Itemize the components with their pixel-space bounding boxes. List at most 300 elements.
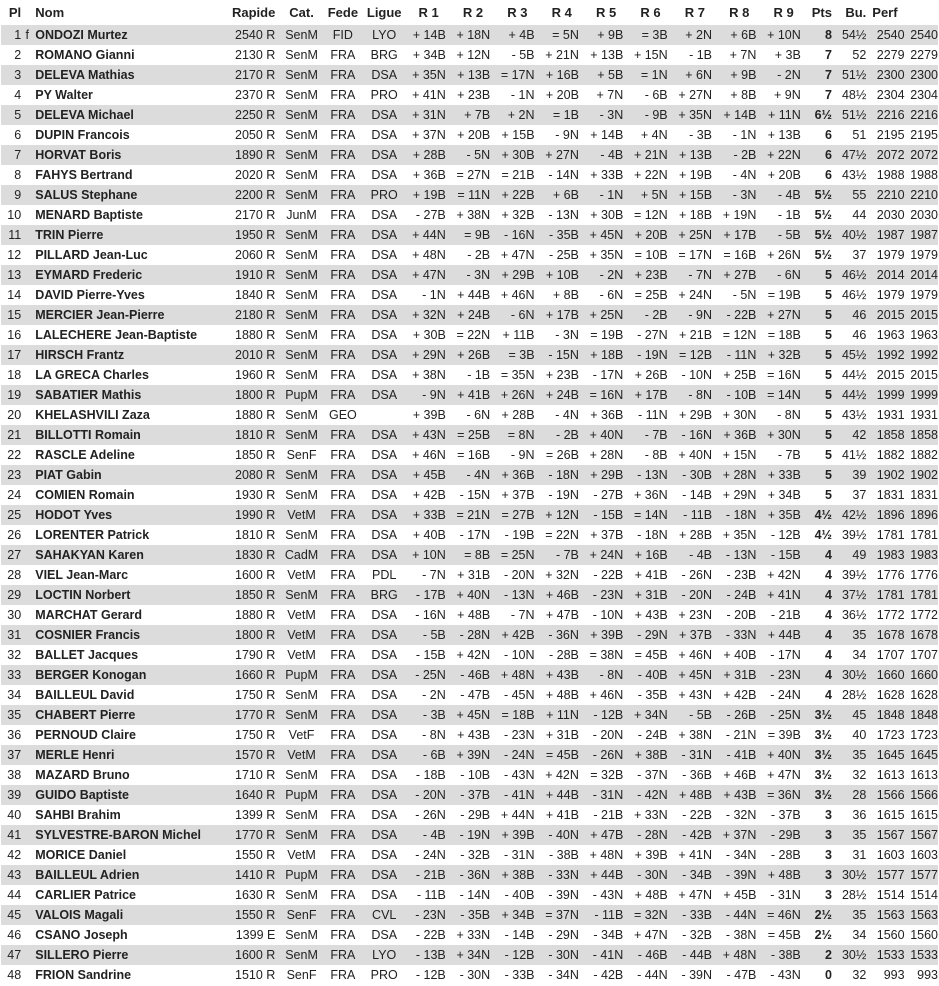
round-result-r2: + 44B xyxy=(457,288,491,302)
player-name: BAILLEUL Adrien xyxy=(31,865,223,885)
player-category: CadM xyxy=(279,545,323,565)
round-result-r1: + 36B xyxy=(412,168,446,182)
player-federation: FRA xyxy=(324,785,362,805)
table-row[interactable] xyxy=(1,705,938,725)
round-result-r6: - 7B xyxy=(628,425,672,445)
round-result-r1: + 34B xyxy=(412,48,446,62)
player-league: DSA xyxy=(362,65,406,85)
round-result-r8: - 41B xyxy=(717,745,761,765)
player-flag xyxy=(23,85,31,105)
table-row[interactable] xyxy=(1,505,938,525)
player-performance-2: 1882 xyxy=(910,448,938,462)
player-category: PupM xyxy=(279,665,323,685)
round-result-r3: + 42B xyxy=(495,625,539,645)
round-result-r3: + 37B xyxy=(501,488,535,502)
round-result-r1: + 32N xyxy=(406,305,450,325)
player-federation: FRA xyxy=(324,385,362,405)
player-rating: 2060 R xyxy=(235,248,276,262)
round-result-r7: - 44B xyxy=(673,945,717,965)
player-buchholz: 36½ xyxy=(841,608,867,622)
round-result-r1: - 1N xyxy=(422,288,446,302)
round-result-r8: - 21N xyxy=(725,728,757,742)
player-rating: 2250 R xyxy=(223,105,279,125)
player-federation: FRA xyxy=(330,208,356,222)
player-league: DSA xyxy=(371,168,398,182)
player-league: DSA xyxy=(371,848,398,862)
round-result-r9: = 19B xyxy=(767,288,801,302)
round-result-r8: - 24B xyxy=(717,585,761,605)
round-result-r3: - 12B xyxy=(495,945,539,965)
player-league: DSA xyxy=(362,305,406,325)
round-result-r2: - 6N xyxy=(466,408,491,422)
table-row[interactable] xyxy=(1,405,938,425)
player-federation: FID xyxy=(324,25,362,45)
player-performance-2: 1678 xyxy=(905,625,938,645)
round-result-r3: = 17N xyxy=(495,65,539,85)
round-result-r2: - 15N xyxy=(459,488,491,502)
table-row[interactable] xyxy=(1,965,938,985)
round-result-r4: + 47B xyxy=(545,608,579,622)
player-performance-2: 2540 xyxy=(905,25,938,45)
round-result-r6: = 3B xyxy=(628,25,672,45)
player-category: SenM xyxy=(279,145,323,165)
table-row[interactable] xyxy=(1,165,938,185)
player-performance-2: 2304 xyxy=(910,88,938,102)
player-performance-2: 1979 xyxy=(910,288,938,302)
round-result-r7: + 48B xyxy=(673,785,717,805)
player-category: SenM xyxy=(285,248,318,262)
round-result-r5: - 4B xyxy=(584,145,628,165)
player-buchholz: 31 xyxy=(852,848,867,862)
player-name: SILLERO Pierre xyxy=(31,945,223,965)
table-row[interactable] xyxy=(1,205,938,225)
player-performance-2: 1723 xyxy=(910,728,938,742)
round-result-r1: - 22B xyxy=(415,928,446,942)
table-row[interactable] xyxy=(1,185,938,205)
player-league: CVL xyxy=(362,905,406,925)
table-row[interactable] xyxy=(1,245,938,265)
header-r6[interactable]: R 6 xyxy=(640,5,661,20)
player-performance-2: 1567 xyxy=(905,825,938,845)
round-result-r5: - 23N xyxy=(584,585,628,605)
round-result-r2: - 4N xyxy=(451,465,495,485)
table-row[interactable] xyxy=(1,465,938,485)
round-result-r2: - 30N xyxy=(459,968,491,982)
round-result-r2: - 47B xyxy=(460,688,491,702)
table-row[interactable] xyxy=(1,425,938,445)
player-points: 2 xyxy=(806,945,832,965)
player-performance-2: 1613 xyxy=(910,768,938,782)
player-performance-2: 993 xyxy=(917,968,938,982)
round-result-r3: + 32B xyxy=(501,208,535,222)
round-result-r2: + 41B xyxy=(451,385,495,405)
round-result-r4: + 41B xyxy=(545,808,579,822)
player-rank: 7 xyxy=(1,145,23,165)
player-league: DSA xyxy=(362,745,406,765)
round-result-r4: - 7B xyxy=(540,545,584,565)
player-buchholz: 28 xyxy=(832,785,866,805)
round-result-r6: + 48B xyxy=(634,888,668,902)
player-performance: 1772 xyxy=(876,608,905,622)
player-performance: 1781 xyxy=(876,528,905,542)
player-category: SenM xyxy=(285,688,318,702)
player-name: GUIDO Baptiste xyxy=(31,785,223,805)
round-result-r7: - 14B xyxy=(682,488,713,502)
player-buchholz: 32 xyxy=(852,968,867,982)
round-result-r1: + 19B xyxy=(406,185,450,205)
player-federation: FRA xyxy=(324,305,362,325)
header-perf[interactable]: Perf xyxy=(872,5,898,20)
player-league: DSA xyxy=(362,625,406,645)
header-r3[interactable]: R 3 xyxy=(507,5,528,20)
round-result-r1: - 7N xyxy=(422,568,446,582)
player-federation: FRA xyxy=(324,945,362,965)
round-result-r4: - 36N xyxy=(540,625,584,645)
round-result-r7: + 38N xyxy=(678,728,713,742)
round-result-r8: + 25B xyxy=(723,368,757,382)
player-flag xyxy=(23,545,31,565)
player-buchholz: 44½ xyxy=(841,368,867,382)
player-rating: 1770 R xyxy=(223,705,279,725)
round-result-r5: + 36B xyxy=(590,408,624,422)
table-row[interactable] xyxy=(1,625,938,645)
round-result-r4: - 15N xyxy=(540,345,584,365)
player-federation: FRA xyxy=(324,105,362,125)
table-row[interactable] xyxy=(1,825,938,845)
round-result-r7: + 25N xyxy=(673,225,717,245)
player-name: KHELASHVILI Zaza xyxy=(35,408,150,422)
player-category: SenM xyxy=(279,25,323,45)
header-r2[interactable]: R 2 xyxy=(462,5,484,20)
player-rating: 1600 R xyxy=(235,568,276,582)
player-rank: 27 xyxy=(1,545,23,565)
table-row[interactable] xyxy=(1,125,938,145)
round-result-r9: = 18B xyxy=(767,328,801,342)
table-row[interactable] xyxy=(1,885,938,905)
header-pl[interactable]: Pl xyxy=(8,5,22,20)
player-flag: f xyxy=(23,25,31,45)
player-category: SenM xyxy=(285,48,318,62)
round-result-r5: + 24N xyxy=(584,545,628,565)
player-performance-2: 2014 xyxy=(905,265,938,285)
table-row[interactable] xyxy=(1,365,938,385)
round-result-r2: - 36N xyxy=(451,865,495,885)
header-r9[interactable]: R 9 xyxy=(773,5,794,20)
round-result-r5: + 14B xyxy=(590,128,624,142)
table-row[interactable] xyxy=(1,865,938,885)
player-points: 4½ xyxy=(806,505,832,525)
player-performance-2: 2195 xyxy=(910,128,938,142)
round-result-r3: - 23N xyxy=(503,728,535,742)
table-row[interactable] xyxy=(1,605,938,625)
player-league: PDL xyxy=(372,568,397,582)
header-r1[interactable]: R 1 xyxy=(418,5,439,20)
round-result-r9: = 45B xyxy=(767,928,801,942)
round-result-r3: + 28B xyxy=(501,408,535,422)
player-buchholz: 42½ xyxy=(832,505,866,525)
header-r4[interactable]: R 4 xyxy=(551,5,572,20)
player-flag xyxy=(23,505,31,525)
round-result-r4: - 34N xyxy=(548,968,579,982)
round-result-r3: - 14B xyxy=(504,928,535,942)
round-result-r4: - 38B xyxy=(549,848,579,862)
table-row[interactable] xyxy=(1,265,938,285)
table-row[interactable] xyxy=(1,725,938,745)
round-result-r8: = 16B xyxy=(723,248,757,262)
round-result-r8: - 23B xyxy=(726,568,757,582)
table-row[interactable] xyxy=(1,45,938,65)
round-result-r7: + 21B xyxy=(679,328,713,342)
player-points: 5 xyxy=(806,305,832,325)
round-result-r8: - 34N xyxy=(725,848,757,862)
player-rank: 46 xyxy=(7,928,22,942)
round-result-r6: - 18N xyxy=(637,528,668,542)
player-rating: 2050 R xyxy=(235,128,276,142)
player-rank: 1 xyxy=(1,25,23,45)
table-row[interactable] xyxy=(1,225,938,245)
player-category: VetM xyxy=(287,848,316,862)
round-result-r9: + 3B xyxy=(774,48,801,62)
header-bu[interactable]: Bu. xyxy=(845,5,867,20)
player-performance: 1560 xyxy=(876,928,905,942)
player-federation: FRA xyxy=(330,568,356,582)
player-buchholz: 37 xyxy=(852,248,867,262)
round-result-r2: + 39N xyxy=(451,745,495,765)
round-result-r1: + 29N xyxy=(406,345,450,365)
table-row[interactable] xyxy=(1,145,938,165)
player-federation: FRA xyxy=(330,88,356,102)
round-result-r7: + 43N xyxy=(678,688,713,702)
table-row[interactable] xyxy=(1,645,938,665)
player-points: 5 xyxy=(806,465,832,485)
round-result-r4: - 30N xyxy=(540,945,584,965)
round-result-r8: - 4N xyxy=(732,168,757,182)
table-row[interactable] xyxy=(1,385,938,405)
player-buchholz: 42 xyxy=(832,425,866,445)
round-result-r1: + 46N xyxy=(412,448,446,462)
header-r7[interactable]: R 7 xyxy=(684,5,705,20)
table-row[interactable] xyxy=(1,765,938,785)
table-row[interactable] xyxy=(1,685,938,705)
round-result-r1: - 5B xyxy=(406,625,450,645)
player-performance: 1882 xyxy=(876,448,905,462)
round-result-r6: = 25B xyxy=(634,288,668,302)
round-result-r9: - 15B xyxy=(761,545,805,565)
table-row[interactable] xyxy=(1,325,938,345)
player-category: SenM xyxy=(285,888,318,902)
player-league: DSA xyxy=(371,328,398,342)
table-row[interactable] xyxy=(1,665,938,685)
table-row[interactable] xyxy=(1,65,938,85)
round-result-r7: - 32B xyxy=(682,928,713,942)
player-name: PIAT Gabin xyxy=(31,465,223,485)
round-result-r3: + 36B xyxy=(495,465,539,485)
table-row[interactable] xyxy=(1,565,938,585)
round-result-r9: = 36N xyxy=(761,785,805,805)
table-row[interactable] xyxy=(1,445,938,465)
round-result-r8: + 27B xyxy=(717,265,761,285)
round-result-r5: - 8N xyxy=(584,665,628,685)
player-points: 5 xyxy=(825,328,832,342)
table-row[interactable] xyxy=(1,105,938,125)
header-pts[interactable]: Pts xyxy=(811,5,832,20)
player-flag xyxy=(23,725,31,745)
player-points: 5½ xyxy=(814,208,832,222)
player-buchholz: 40 xyxy=(852,728,867,742)
round-result-r9: = 14N xyxy=(761,385,805,405)
round-result-r7: + 19B xyxy=(679,168,713,182)
table-row[interactable] xyxy=(1,305,938,325)
round-result-r4: + 24B xyxy=(540,385,584,405)
player-rating: 1630 R xyxy=(235,888,276,902)
round-result-r6: + 33N xyxy=(633,808,668,822)
table-row[interactable] xyxy=(1,525,938,545)
round-result-r1: + 28B xyxy=(406,145,450,165)
round-result-r5: + 29B xyxy=(584,465,628,485)
round-result-r8: + 8B xyxy=(730,88,757,102)
player-flag xyxy=(23,225,31,245)
player-name: COSNIER Francis xyxy=(31,625,223,645)
table-row[interactable] xyxy=(1,805,938,825)
table-row[interactable] xyxy=(1,25,938,45)
player-league: DSA xyxy=(362,425,406,445)
player-rating: 1840 R xyxy=(235,288,276,302)
round-result-r6: - 30N xyxy=(628,865,672,885)
player-performance-2: 1963 xyxy=(910,328,938,342)
round-result-r5: - 20N xyxy=(592,728,624,742)
round-result-r8: + 14B xyxy=(717,105,761,125)
player-performance-2: 1931 xyxy=(910,408,938,422)
table-row[interactable] xyxy=(1,545,938,565)
header-nom[interactable]: Nom xyxy=(35,5,65,20)
player-performance: 1613 xyxy=(876,768,905,782)
header-fede[interactable]: Fede xyxy=(327,5,359,20)
table-row[interactable] xyxy=(1,285,938,305)
player-league: DSA xyxy=(371,728,398,742)
round-result-r2: - 17N xyxy=(459,528,491,542)
player-rank: 20 xyxy=(7,408,22,422)
round-result-r8: - 44N xyxy=(717,905,761,925)
round-result-r8: - 38N xyxy=(725,928,757,942)
round-result-r4: - 39N xyxy=(548,888,579,902)
player-points: 4 xyxy=(825,688,832,702)
table-row[interactable] xyxy=(1,945,938,965)
player-name: DELEVA Mathias xyxy=(31,65,223,85)
table-row[interactable] xyxy=(1,785,938,805)
round-result-r4: + 42N xyxy=(545,768,579,782)
round-result-r5: - 6N xyxy=(599,288,624,302)
round-result-r3: = 25N xyxy=(495,545,539,565)
round-result-r3: - 41N xyxy=(495,785,539,805)
player-league: DSA xyxy=(371,528,398,542)
player-flag xyxy=(23,905,31,925)
round-result-r9: - 38B xyxy=(761,945,805,965)
round-result-r7: + 2N xyxy=(673,25,717,45)
round-result-r2: = 8B xyxy=(451,545,495,565)
player-points: 3 xyxy=(825,808,832,822)
round-result-r4: - 14N xyxy=(548,168,579,182)
table-row[interactable] xyxy=(1,485,938,505)
table-row[interactable] xyxy=(1,925,938,945)
table-row[interactable] xyxy=(1,905,938,925)
player-league: DSA xyxy=(371,808,398,822)
player-name: PERNOUD Claire xyxy=(35,728,136,742)
round-result-r6: - 40B xyxy=(628,665,672,685)
round-result-r9: + 47N xyxy=(767,768,801,782)
player-league: DSA xyxy=(362,665,406,685)
player-flag xyxy=(23,565,31,585)
round-result-r6: + 16B xyxy=(628,545,672,565)
round-result-r8: - 33N xyxy=(717,625,761,645)
round-result-r4: - 28B xyxy=(549,648,579,662)
player-rank: 32 xyxy=(7,648,22,662)
player-buchholz: 45 xyxy=(832,705,866,725)
round-result-r4: + 11N xyxy=(540,705,584,725)
round-result-r8: + 43B xyxy=(717,785,761,805)
round-result-r6: + 31B xyxy=(628,585,672,605)
table-row[interactable] xyxy=(1,85,938,105)
player-federation: FRA xyxy=(330,288,356,302)
player-flag xyxy=(23,185,31,205)
table-row[interactable] xyxy=(1,585,938,605)
round-result-r6: - 13N xyxy=(628,465,672,485)
header-rapide[interactable]: Rapide xyxy=(232,5,276,20)
round-result-r7: - 34B xyxy=(673,865,717,885)
round-result-r7: - 7N xyxy=(673,265,717,285)
header-cat[interactable]: Cat. xyxy=(289,5,314,20)
player-performance-2: 1577 xyxy=(905,865,938,885)
header-ligue[interactable]: Ligue xyxy=(366,5,402,20)
player-category: JunM xyxy=(286,208,317,222)
player-federation: FRA xyxy=(330,728,356,742)
player-points: 3½ xyxy=(806,705,832,725)
round-result-r9: - 4B xyxy=(761,185,805,205)
player-points: 3 xyxy=(806,865,832,885)
player-performance: 2030 xyxy=(876,208,905,222)
table-row[interactable] xyxy=(1,845,938,865)
player-performance: 2279 xyxy=(876,48,905,62)
player-performance-2: 1983 xyxy=(905,545,938,565)
player-points: 5½ xyxy=(806,225,832,245)
player-category: SenF xyxy=(279,905,323,925)
player-name: MERCIER Jean-Pierre xyxy=(31,305,223,325)
player-category: VetM xyxy=(279,625,323,645)
round-result-r2: + 24B xyxy=(451,305,495,325)
round-result-r9: + 35B xyxy=(761,505,805,525)
round-result-r1: + 14B xyxy=(406,25,450,45)
round-result-r7: - 42B xyxy=(673,825,717,845)
player-points: 7 xyxy=(825,48,832,62)
player-buchholz: 44 xyxy=(852,208,867,222)
round-result-r1: + 47N xyxy=(406,265,450,285)
player-performance-2: 1999 xyxy=(905,385,938,405)
header-r8[interactable]: R 8 xyxy=(729,5,750,20)
round-result-r4: = 45B xyxy=(540,745,584,765)
round-result-r8: + 31B xyxy=(717,665,761,685)
table-row[interactable] xyxy=(1,745,938,765)
table-row[interactable] xyxy=(1,345,938,365)
round-result-r6: + 38B xyxy=(628,745,672,765)
round-result-r6: + 36N xyxy=(633,488,668,502)
round-result-r9: = 16N xyxy=(767,368,801,382)
header-r5[interactable]: R 5 xyxy=(595,5,617,20)
round-result-r8: - 26B xyxy=(717,705,761,725)
player-federation: FRA xyxy=(324,465,362,485)
round-result-r7: + 15B xyxy=(673,185,717,205)
player-flag xyxy=(23,285,31,305)
player-rank: 19 xyxy=(1,385,23,405)
player-buchholz: 28½ xyxy=(841,888,867,902)
